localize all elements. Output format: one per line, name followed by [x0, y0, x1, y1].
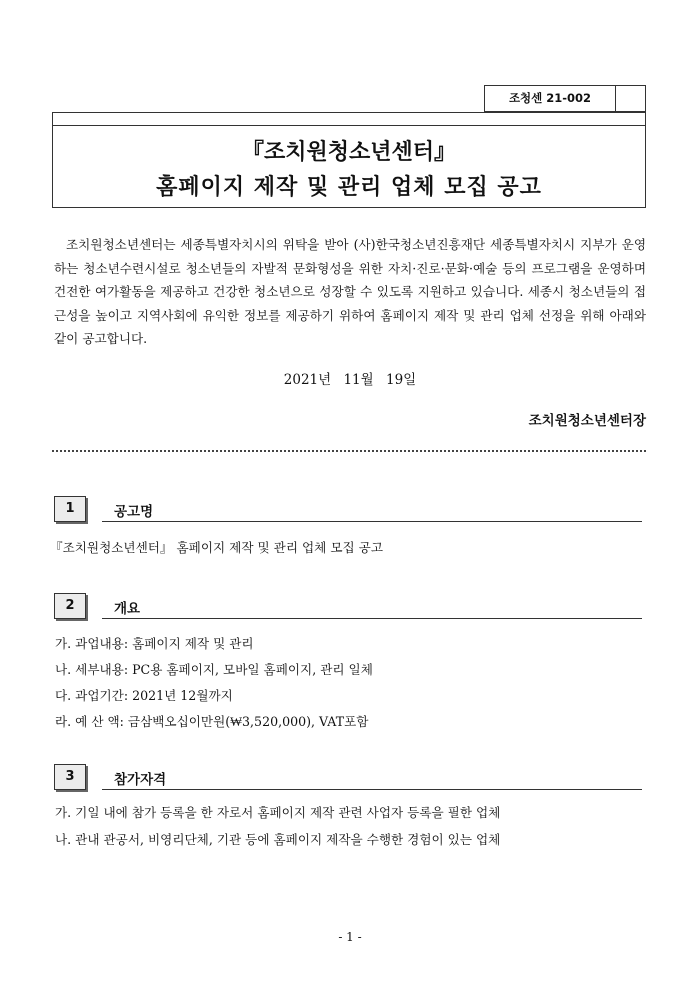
title-org-name: 『조치원청소년센터』: [241, 140, 457, 165]
section-1-line-1: 『조치원청소년센터』 홈페이지 제작 및 관리 업체 모집 공고: [50, 540, 384, 555]
section-2-line-1: 가. 과업내용: 홈페이지 제작 및 관리: [55, 636, 254, 651]
section-2-number: 2: [54, 593, 86, 619]
section-2-line-4: 라. 예 산 액: 금삼백오십이만원(₩3,520,000), VAT포함: [55, 714, 369, 729]
section-2-rule: [102, 618, 642, 619]
section-2-line-2: 나. 세부내용: PC용 홈페이지, 모바일 홈페이지, 관리 일체: [55, 662, 373, 677]
section-2-title: 개요: [114, 601, 141, 617]
signature: 조치원청소년센터장: [528, 413, 646, 429]
intro-paragraph: 조치원청소년센터는 세종특별자치시의 위탁을 받아 (사)한국청소년진흥재단 세종특별자치시 지부가 운영하는 청소년수련시설로 청소년들의 자발적 문화형성을 위한 자치·진로·문화·예술 등의 프로그램을 운영하며 건전한 여가활동을 제공하고 건강한 청소년으로 성장할 수 있도록 지원하고 있습니다. 세종시 청소년들의 접근성을 높이고 지역사회에 유익한 정보를 제공하기 위하여 홈페이지 제작 및 관리 업체 선정을 위해 아래와 같이 공고합니다.: [54, 237, 646, 346]
title-box-top-strip: [52, 112, 646, 126]
document-number-blank-cell: [616, 85, 646, 112]
section-3-line-1: 가. 기일 내에 참가 등록을 한 자로서 홈페이지 제작 관련 사업자 등록을 필한 업체: [55, 805, 501, 820]
notice-date: 2021년 11월 19일: [283, 372, 417, 388]
section-1-title: 공고명: [114, 504, 154, 520]
title-notice: 홈페이지 제작 및 관리 업체 모집 공고: [156, 175, 542, 200]
section-2-line-3: 다. 과업기간: 2021년 12월까지: [55, 688, 233, 703]
section-3-number: 3: [54, 764, 86, 790]
document-number: 조청센 21-002: [484, 85, 616, 112]
section-3-line-2: 나. 관내 관공서, 비영리단체, 기관 등에 홈페이지 제작을 수행한 경험이 있는 업체: [55, 832, 501, 847]
dotted-divider: [52, 450, 646, 452]
section-3-rule: [102, 789, 642, 790]
page-number: - 1 -: [338, 930, 362, 944]
section-1-number: 1: [54, 496, 86, 522]
section-1-rule: [102, 521, 642, 522]
section-3-title: 참가자격: [114, 772, 167, 788]
